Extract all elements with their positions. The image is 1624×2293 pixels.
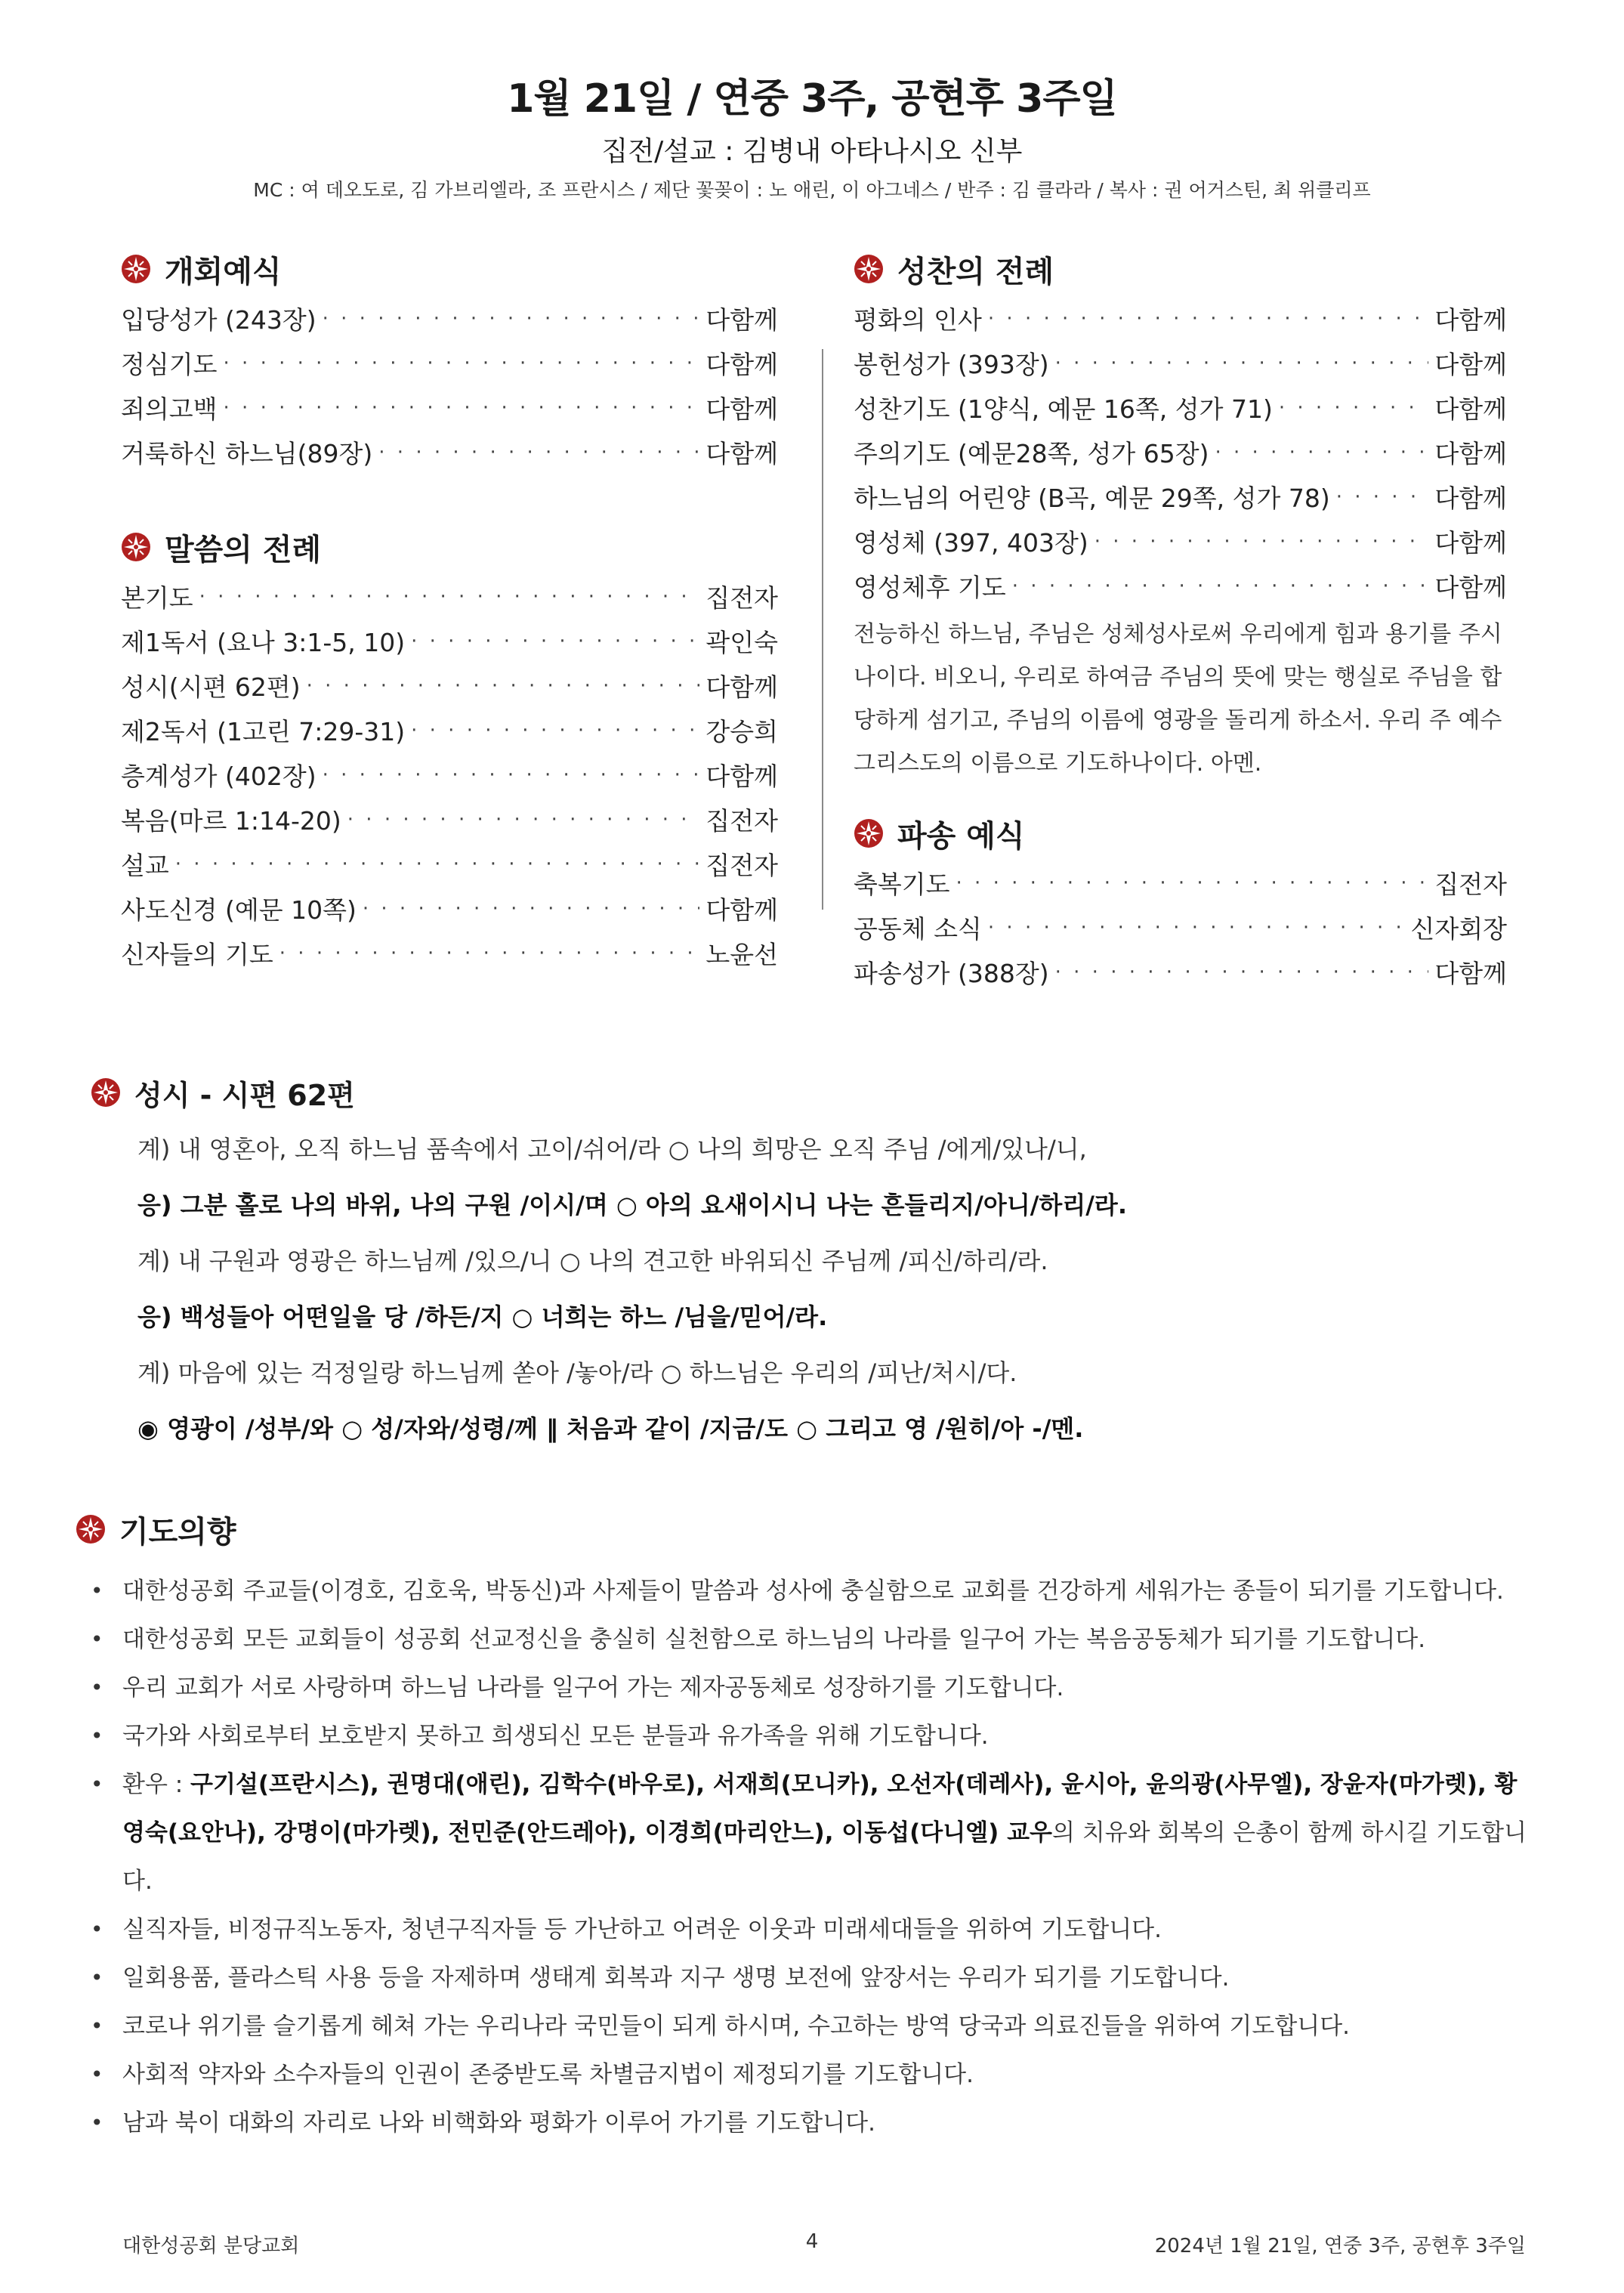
order-row [121,842,778,886]
order-role: 집전자 [705,583,778,613]
order-role: 곽인숙 [705,628,778,657]
leader-dots [199,586,700,608]
psalm-response: 응) 백성들아 어떤일을 당 /하든/지 ○ 너희는 하느 /님을/믿어/라. [137,1303,828,1331]
order-label: 층계성가 (402장) [121,762,316,791]
order-label: 신자들의 기도 [121,940,273,969]
order-row [121,385,778,430]
order-row [854,474,1507,519]
leader-dots [175,853,700,876]
order-label: 평화의 인사 [854,305,982,335]
order-label: 설교 [121,851,169,880]
order-row [854,430,1507,474]
psalm-verse: 계) 내 구원과 영광은 하느님께 /있으/니 ○ 나의 견고한 바위되신 주님께 /피신/하리/라. [137,1247,1048,1275]
order-label: 하느님의 어린양 (B곡, 예문 29쪽, 성가 78) [854,484,1330,513]
order-role: 집전자 [1434,870,1507,899]
order-row [121,931,778,975]
order-role: 강승희 [705,717,778,746]
sick-suffix: 의 치유와 회복의 은총이 함께 하시길 기도합니다. [122,1819,1527,1895]
order-row [121,886,778,931]
order-row [854,341,1507,385]
order-role: 다함께 [1434,394,1507,424]
order-label: 사도신경 (예문 10쪽) [121,895,357,925]
order-row [121,574,778,619]
order-label: 복음(마르 1:14-20) [121,806,341,836]
order-row [854,564,1507,608]
order-role: 다함께 [705,762,778,791]
order-label: 제1독서 (요나 3:1-5, 10) [121,628,406,657]
order-role: 다함께 [1434,959,1507,988]
order-row [121,296,778,341]
order-row [121,708,778,752]
order-label: 축복기도 [854,870,950,899]
section-opening [121,242,778,296]
cross-icon [91,1077,121,1108]
list-item: • 사회적 약자와 소수자들의 인권이 존중받도록 차별금지법이 제정되기를 기도합니다. [76,2050,1533,2099]
order-label: 영성체 (397, 403장) [854,528,1088,558]
cross-icon [121,532,151,562]
order-row [121,797,778,842]
order-role: 다함께 [1434,439,1507,468]
order-row [854,861,1507,905]
leader-dots [411,719,699,742]
order-row [121,663,778,708]
sick-names: 구기설(프란시스), 권명대(애린), 김학수(바우로), 서재희(모니카), 오선자(데레사), 윤시아, 윤의광(사무엘), 장윤자(마가렛), 황영숙(요안나), 강명이(마가렛), 전민준(안드레아), 이경희(마리안느), 이동섭(다니엘) 교우 [122,1771,1517,1846]
list-item-sick [76,1760,1533,1905]
order-role: 다함께 [705,305,778,335]
order-row [854,519,1507,564]
leader-dots [1095,530,1429,553]
order-label: 봉헌성가 (393장) [854,350,1049,379]
list-item: • 코로나 위기를 슬기롭게 헤쳐 가는 우리나라 국민들이 되게 하시며, 수고하는 방역 당국과 의료진들을 위하여 기도합니다. [76,2002,1533,2050]
section-word [121,520,778,574]
order-role: 신자회장 [1410,914,1507,944]
section-title: 성찬의 전례 [897,254,1054,289]
leader-dots [323,764,700,786]
order-role: 다함께 [705,672,778,702]
intentions-heading [76,1502,1533,1556]
intentions-list [76,1567,1533,2147]
order-role: 다함께 [1434,350,1507,379]
list-item: • 일회용품, 플라스틱 사용 등을 자제하며 생태계 회복과 지구 생명 보전에 앞장서는 우리가 되기를 기도합니다. [76,1954,1533,2002]
order-label: 성찬기도 (1양식, 예문 16쪽, 성가 71) [854,394,1273,424]
celebrant: 집전/설교 : 김병내 아타나시오 신부 [601,136,1023,167]
list-item: • 국가와 사회로부터 보호받지 못하고 희생되신 모든 분들과 유가족을 위해 기도합니다. [76,1712,1533,1760]
psalm-response: 응) 그분 홀로 나의 바위, 나의 구원 /이시/며 ○ 아의 요새이시니 나는 흔들리지/아니/하리/라. [137,1191,1127,1219]
order-role: 노윤선 [705,940,778,969]
leader-dots [1215,441,1428,464]
section-title: 개회예식 [165,254,282,289]
staff-list: MC : 여 데오도로, 김 가브리엘라, 조 프란시스 / 제단 꽃꽂이 : 노 애린, 이 아그네스 / 반주 : 김 클라라 / 복사 : 권 어거스틴, 최 위클리프 [253,179,1371,201]
section-title: 기도의향 [119,1514,236,1550]
section-eucharist [854,242,1507,296]
order-role: 집전자 [705,851,778,880]
right-column [854,242,1507,994]
order-role: 다함께 [705,439,778,468]
order-row [121,430,778,474]
list-item: • 대한성공회 모든 교회들이 성공회 선교정신을 충실히 실천함으로 하느님의 나라를 일구어 가는 복음공동체가 되기를 기도합니다. [76,1615,1533,1664]
order-role: 다함께 [705,895,778,925]
order-role: 집전자 [705,806,778,836]
order-label: 정심기도 [121,350,218,379]
order-row [121,341,778,385]
order-label: 공동체 소식 [854,914,982,944]
list-item: • 우리 교회가 서로 사랑하며 하느님 나라를 일구어 가는 제자공동체로 성장하기를 기도합니다. [76,1664,1533,1712]
leader-dots [363,898,699,920]
psalm-verse: 계) 내 영혼아, 오직 하느님 품속에서 고이/쉬어/라 ○ 나의 희망은 오직 주님 /에게/있나/니, [137,1135,1087,1163]
order-role: 다함께 [1434,528,1507,558]
order-row [854,905,1507,950]
leader-dots [1055,352,1429,375]
leader-dots [411,630,699,653]
intentions-section [76,1502,1533,2147]
order-row [121,752,778,797]
leader-dots [224,397,700,419]
order-label: 죄의고백 [121,394,218,424]
order-row [854,950,1507,994]
left-column [121,242,778,975]
section-title: 성시 - 시편 62편 [134,1078,355,1112]
order-row [854,385,1507,430]
psalm-gloria: ◉ 영광이 /성부/와 ○ 성/자와/성령/께 ‖ 처음과 같이 /지금/도 ○ 그리고 영 /원히/아 -/멘. [137,1414,1084,1443]
order-label: 거룩하신 하느님(89장) [121,439,373,468]
column-divider [822,349,823,910]
order-label: 영성체후 기도 [854,573,1006,602]
order-role: 다함께 [1434,305,1507,335]
order-label: 파송성가 (388장) [854,959,1049,988]
list-item: • 남과 북이 대화의 자리로 나와 비핵화와 평화가 이루어 가기를 기도합니다. [76,2099,1533,2147]
leader-dots [347,808,700,831]
cross-icon [121,254,151,284]
order-label: 제2독서 (1고린 7:29-31) [121,717,406,746]
order-label: 본기도 [121,583,193,613]
cross-icon [854,254,884,284]
order-row [854,296,1507,341]
leader-dots [279,942,700,965]
order-role: 다함께 [1434,573,1507,602]
page-title: 1월 21일 / 연중 3주, 공현후 3주일 [507,76,1117,122]
leader-dots [988,307,1428,330]
post-communion-prayer: 전능하신 하느님, 주님은 성체성사로써 우리에게 힘과 용기를 주시나이다. 비오니, 우리로 하여금 주님의 뜻에 맞는 행실로 주님을 합당하게 섬기고, 주님의 이름에 영광을 돌리게 하소서. 우리 주 예수 그리스도의 이름으로 기도하나이다. 아멘. [854,621,1502,777]
leader-dots [307,675,700,697]
leader-dots [378,441,699,464]
footer-date: 2024년 1월 21일, 연중 3주, 공현후 3주일 [1154,2235,1526,2257]
order-role: 다함께 [1434,484,1507,513]
section-dismissal [854,806,1507,861]
psalm-heading [91,1065,1526,1120]
leader-dots [988,916,1405,939]
section-title: 파송 예식 [897,818,1025,854]
list-item: • 실직자들, 비정규직노동자, 청년구직자들 등 가난하고 어려운 이웃과 미래세대들을 위하여 기도합니다. [76,1905,1533,1954]
sick-prefix: 환우 : [122,1771,191,1798]
order-row [121,619,778,663]
page-number: 4 [805,2230,819,2253]
section-title: 말씀의 전례 [165,532,322,567]
leader-dots [1012,575,1429,598]
psalm-verse: 계) 마음에 있는 걱정일랑 하느님께 쏟아 /놓아/라 ○ 하느님은 우리의 /피난/처시/다. [137,1358,1017,1387]
cross-icon [76,1514,106,1544]
psalm-section [91,1065,1526,1455]
order-label: 주의기도 (예문28쪽, 성가 65장) [854,439,1209,468]
leader-dots [956,872,1429,895]
leader-dots [1336,486,1429,508]
footer-church: 대한성공회 분당교회 [122,2235,300,2257]
leader-dots [1279,397,1429,419]
order-role: 다함께 [705,394,778,424]
leader-dots [224,352,700,375]
order-role: 다함께 [705,350,778,379]
list-item: • 대한성공회 주교들(이경호, 김호욱, 박동신)과 사제들이 말씀과 성사에 충실함으로 교회를 건강하게 세워가는 종들이 되기를 기도합니다. [76,1567,1533,1615]
order-label: 입당성가 (243장) [121,305,316,335]
order-label: 성시(시편 62편) [121,672,301,702]
cross-icon [854,818,884,848]
leader-dots [323,307,700,330]
leader-dots [1055,961,1429,984]
